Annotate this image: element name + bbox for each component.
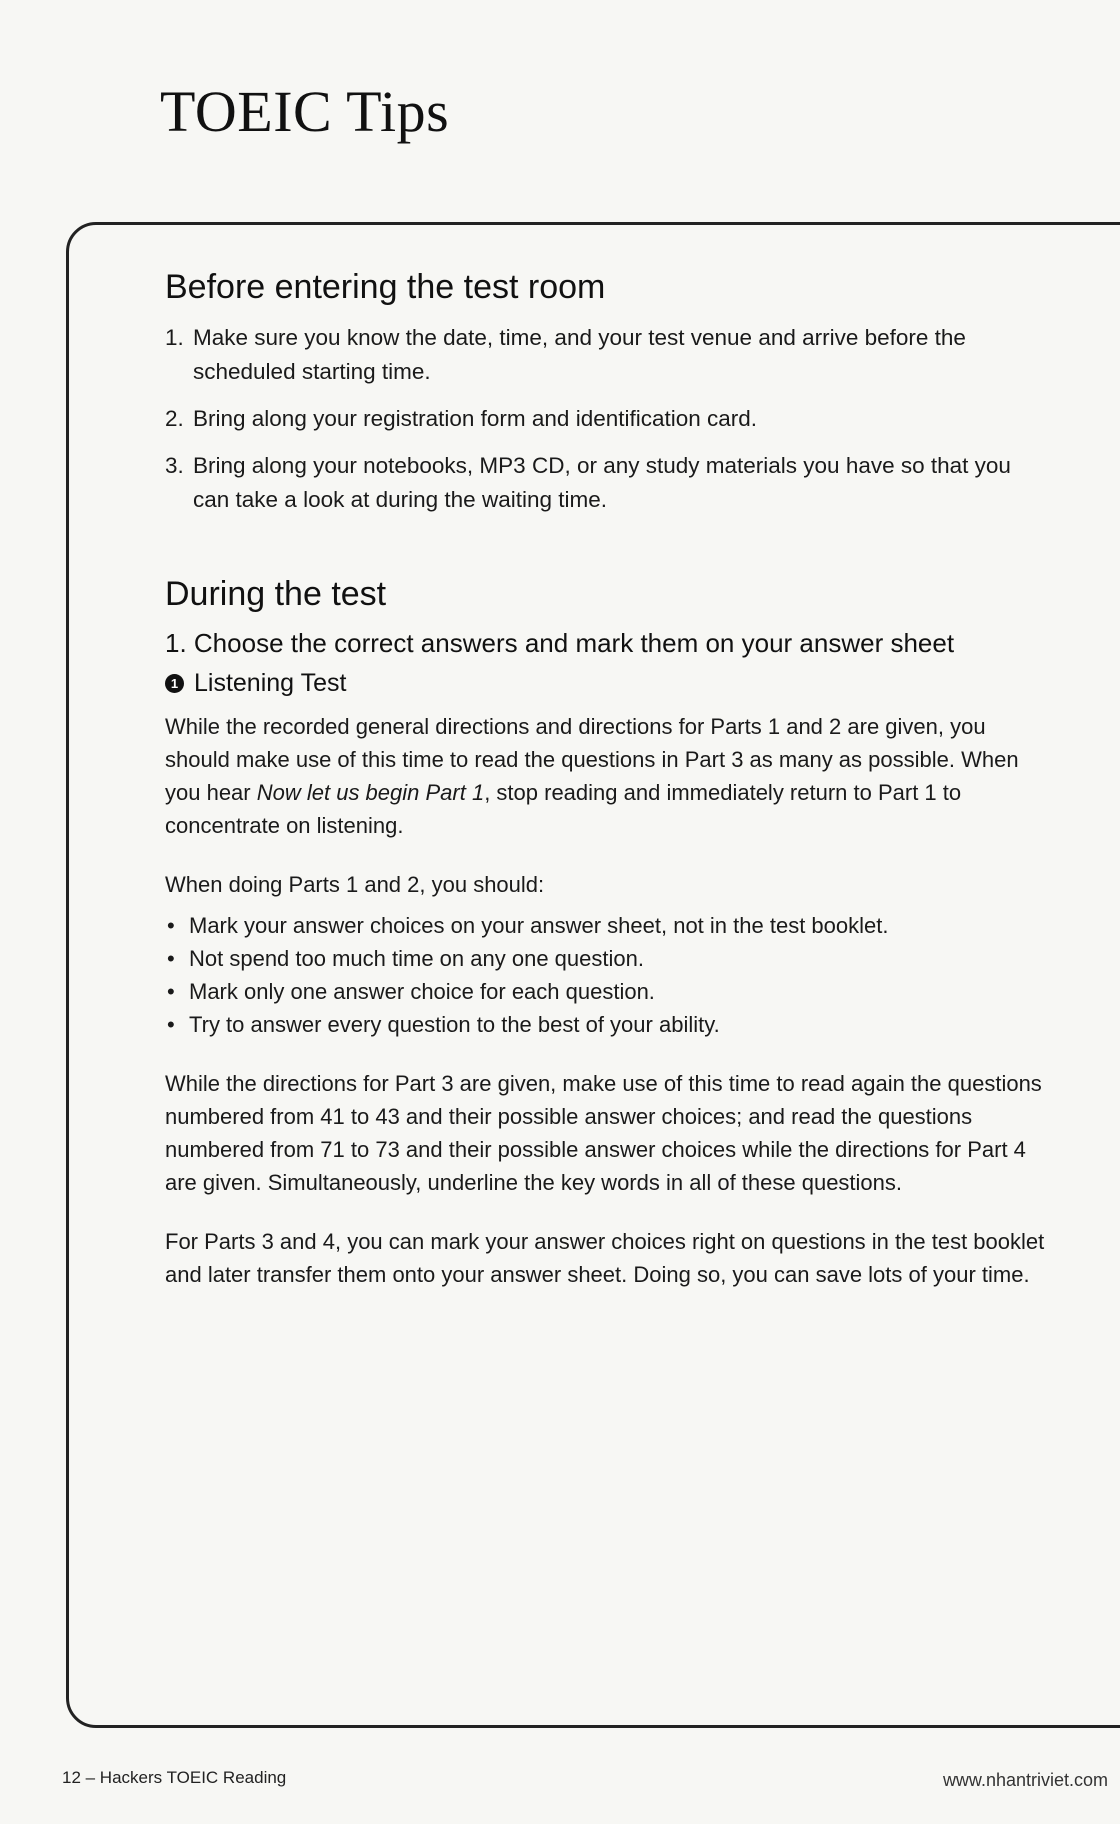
bullet-item: • Not spend too much time on any one question.: [165, 942, 1045, 975]
bullet-item: • Mark your answer choices on your answer sheet, not in the test booklet.: [165, 909, 1045, 942]
circled-number-one-icon: 1: [165, 674, 184, 693]
list-item-text: Bring along your notebooks, MP3 CD, or any study materials you have so that you can take a look at during the waiting time.: [193, 453, 1011, 512]
part-3-4-directions-paragraph: While the directions for Part 3 are given, make use of this time to read again the questions numbered from 41 to 43 and their possible answer choices; and read the questions numbered from 71 to 73 and their possible answer choices while the directions for Part 4 are given. Simultaneously, underline the key words in all of these questions.: [165, 1071, 1042, 1195]
bullet-item: • Mark only one answer choice for each question.: [165, 975, 1045, 1008]
list-item-number: 2.: [165, 406, 184, 431]
listening-test-label: Listening Test: [194, 669, 347, 697]
listening-test-heading: [165, 669, 1045, 698]
list-item-text: Make sure you know the date, time, and your test venue and arrive before the scheduled starting time.: [193, 325, 966, 384]
mark-answers-paragraph: For Parts 3 and 4, you can mark your answer choices right on questions in the test booklet and later transfer them onto your answer sheet. Doing so, you can save lots of your time.: [165, 1229, 1045, 1287]
list-item-number: 3.: [165, 453, 184, 478]
bullets-intro: When doing Parts 1 and 2, you should:: [165, 872, 545, 897]
list-item: [165, 449, 1045, 517]
page-title: TOEIC Tips: [160, 79, 450, 144]
parts-1-2-bullet-list: [165, 909, 1045, 1041]
before-test-heading: Before entering the test room: [165, 268, 606, 306]
paragraph-text: While the recorded general directions and directions for Parts 1 and 2 are given, you should make use of this time to read the questions in Part 3 as many as possible. When you hear: [165, 714, 1019, 805]
listening-directions-paragraph: [165, 710, 1045, 842]
list-item: [165, 321, 1045, 389]
list-item-number: 1.: [165, 325, 184, 350]
choose-answers-subheading: 1. Choose the correct answers and mark them on your answer sheet: [165, 628, 955, 658]
page-footer-book-title: 12 – Hackers TOEIC Reading: [62, 1768, 287, 1787]
tips-content: [165, 268, 1045, 1317]
list-item-text: Bring along your registration form and identification card.: [193, 406, 758, 431]
before-test-list: [165, 321, 1045, 517]
paragraph-text: , stop reading and immediately return to Part 1 to concentrate on listening.: [165, 780, 962, 838]
italic-phrase: Now let us begin Part 1: [256, 780, 485, 805]
bullet-item: • Try to answer every question to the best of your ability.: [165, 1008, 1045, 1041]
during-test-heading: During the test: [165, 575, 387, 613]
page-footer-website: www.nhantriviet.com: [942, 1770, 1108, 1790]
list-item: [165, 402, 1045, 436]
